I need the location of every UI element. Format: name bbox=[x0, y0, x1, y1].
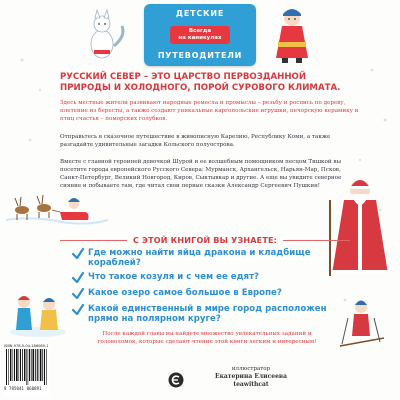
paragraph-crafts: Здесь местные жители развивают народные ремесла и промыслы – резьбу и роспись по дереву, плетение из бересты, а также создают уникальные каргопольские игрушки, печорскую керамику и птиц счастья – поморских голубков. bbox=[60, 100, 359, 122]
illustrator-label: иллюстратор bbox=[231, 366, 271, 372]
question-text: Какое озеро самое большое в Европе? bbox=[88, 288, 282, 298]
badge-center-label bbox=[170, 26, 229, 44]
paragraph-heroine: Вместе с главной героиней девочкой Шурой и ее волшебным помощником песцом Тишкой вы посетите города европейского Русского Севера: Мурманск, Архангельск, Нарьян-Мар, Псков, Санкт-Петербург, Великий Новгород, Киров, Сыктывкар и другие. А еще вы увидите северное сияние и побываете там, где читал свои первые сказки Александр Сергеевич Пушкин! bbox=[60, 159, 342, 189]
question-item bbox=[72, 288, 342, 300]
learn-title: С ЭТОЙ КНИГОЙ ВЫ УЗНАЕТЕ: bbox=[132, 235, 278, 245]
badge-top-text: ДЕТСКИЕ bbox=[175, 9, 225, 18]
kids-snow-illustration bbox=[8, 284, 68, 338]
question-list bbox=[72, 248, 342, 328]
badge-bottom-text: ПУТЕВОДИТЕЛИ bbox=[157, 51, 243, 60]
question-item bbox=[72, 304, 342, 324]
question-text: Где можно найти яйца дракона и кладбище кораблей? bbox=[88, 248, 311, 268]
series-badge bbox=[144, 4, 256, 66]
lead-heading: РУССКИЙ СЕВЕР – ЭТО ЦАРСТВО ПЕРВОЗДАННОЙ ПРИРОДЫ И ХОЛОДНОГО, ПОРОЙ СУРОВОГО КЛИМАТА. bbox=[60, 72, 341, 93]
closing-text: После каждой главы вы найдете множество увлекательных заданий и головоломок, которые сделают чтение этой книги легким и интересным! bbox=[97, 331, 317, 345]
question-item bbox=[72, 272, 342, 284]
heading-rule-left bbox=[60, 240, 127, 241]
illustrator-credit bbox=[196, 366, 306, 389]
question-text: Какой единственный в мире город расположен прямо на полярном круге? bbox=[88, 304, 327, 324]
paragraph-journey: Отправьтесь в сказочное путешествие в живописную Карелию, Республику Коми, а также разгадайте удивительные загадки Кольского полуострова. bbox=[60, 134, 331, 148]
checkmark-icon bbox=[72, 304, 84, 316]
fox-illustration bbox=[78, 6, 128, 64]
isbn-text: ISBN 978-5-04-186089-1 bbox=[4, 344, 49, 348]
checkmark-icon bbox=[72, 288, 84, 300]
checkmark-icon bbox=[72, 272, 84, 284]
illustrator-handle: teawithcat bbox=[233, 381, 269, 388]
publisher-logo-icon bbox=[168, 372, 184, 388]
barcode-block bbox=[4, 344, 50, 396]
heading-rule-right bbox=[283, 240, 350, 241]
question-item bbox=[72, 248, 342, 268]
learn-section-heading bbox=[60, 234, 350, 246]
barcode-image bbox=[4, 348, 50, 386]
girl-illustration bbox=[268, 2, 316, 64]
badge-center-line2: на каникулах bbox=[178, 35, 222, 41]
barcode-digits: 9 785041 860891 bbox=[4, 386, 42, 391]
question-text: Что такое козуля и с чем ее едят? bbox=[88, 272, 260, 282]
illustrator-name: Екатерина Елисеева bbox=[215, 373, 287, 380]
badge-center-line1: Всегда bbox=[188, 28, 212, 34]
checkmark-icon bbox=[72, 248, 84, 260]
reindeer-sleigh-illustration bbox=[2, 186, 112, 232]
skier-illustration bbox=[334, 290, 390, 350]
